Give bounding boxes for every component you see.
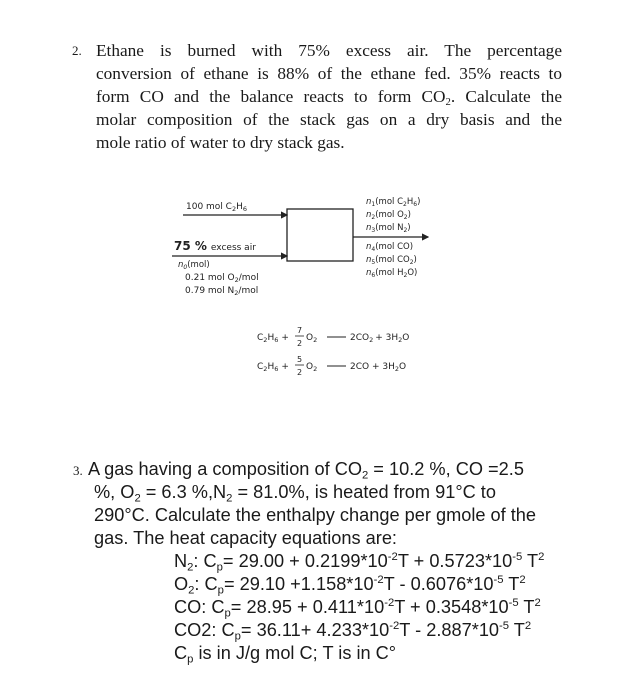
output-n2: $n_2(mol$ $O_2$) (366, 210, 411, 221)
svg-text:2CO2+ 3H2O: $2CO_2 + 3H_2O$ (350, 333, 410, 344)
svg-text:O2: $O_2$ (306, 333, 318, 344)
problem-2-line-5: mole ratio of water to dry stack gas. (96, 133, 345, 152)
output-n3: $n_3(mol$ $N_2$) (366, 223, 411, 234)
heat-capacity-co: CO: $C_p= 28.95 + 0.411*10^{-2}T + 0.3548*10^{-5}$ $T^2$ (174, 597, 541, 620)
svg-text:5: 5 (297, 355, 303, 364)
svg-text:C2H6+: $C_2H_6$ + (257, 333, 289, 344)
problem-3-line-3: 290°C. Calculate the enthalpy change per gmole of the (94, 505, 537, 525)
output-n4: $n_4(mol$ CO) (366, 242, 414, 253)
problem-3-number: 3. (73, 463, 83, 478)
svg-text:2: 2 (297, 368, 303, 377)
heat-capacity-co2: CO2: $C_p= 36.11+ 4.233*10^{-2}T - 2.887*10^{-5}$ $T^2$ (174, 620, 532, 643)
feed-stream-label: 100 mol $C_2H_6$ (186, 202, 248, 213)
heat-capacity-n2: $N_2$: $C_p= 29.00 + 0.2199*10^{-2}T + 0.5723*10^{-5}$ $T^2$ (174, 551, 545, 574)
output-n5: $n_5(mol$ $CO_2$) (366, 255, 417, 266)
problem-2-line-1: Ethane is burned with 75% excess air. The percentage (96, 41, 562, 60)
air-o2-fraction: 0.21 mol $O_2$/mol (185, 273, 259, 284)
svg-text:2CO + 3H2O: $2CO + 3H_2O$ (350, 362, 407, 373)
output-n1: $n_1(mol$ $C_2H_6$) (366, 197, 421, 208)
svg-text:C2H6+: $C_2H_6$ + (257, 362, 289, 373)
problem-2-line-3: form CO and the balance reacts to form $CO_2$. Calculate the (96, 87, 562, 109)
heat-capacity-o2: $O_2$: $C_p= 29.10 +1.158*10^{-2}T - 0.6076*10^{-5}$ $T^2$ (174, 574, 526, 597)
svg-text:7: 7 (297, 326, 303, 335)
problem-3-line-2: %, $O_2 = 6.3$ $\%,N_2 = 81.0\%$, is heated from 91°C to (94, 482, 496, 505)
svg-text:2: 2 (297, 339, 303, 348)
problem-2-number: 2. (72, 43, 82, 58)
svg-text:O2: $O_2$ (306, 362, 318, 373)
air-stream-label: 75 % excess air (174, 239, 256, 253)
reactor-box (287, 209, 353, 261)
reaction-1 (257, 326, 409, 348)
air-n2-fraction: 0.79 mol $N_2$/mol (185, 286, 259, 297)
problem-3-line-1: A gas having a composition of $CO_2 = 10.2$ %, CO =2.5 (88, 459, 524, 482)
problem-2-line-2: conversion of ethane is 88% of the ethane fed. 35% reacts to (96, 64, 562, 83)
units-note: $C_p$ is in J/g mol C; T is in C° (174, 643, 397, 666)
output-n6: $n_6(mol$ $H_2O$) (366, 268, 418, 279)
problem-3-line-4: gas. The heat capacity equations are: (94, 528, 397, 548)
problem-2-line-4: molar composition of the stack gas on a dry basis and the (96, 110, 562, 129)
reaction-2 (257, 355, 406, 377)
air-mol-label: $n_0(mol)$ (178, 260, 210, 271)
